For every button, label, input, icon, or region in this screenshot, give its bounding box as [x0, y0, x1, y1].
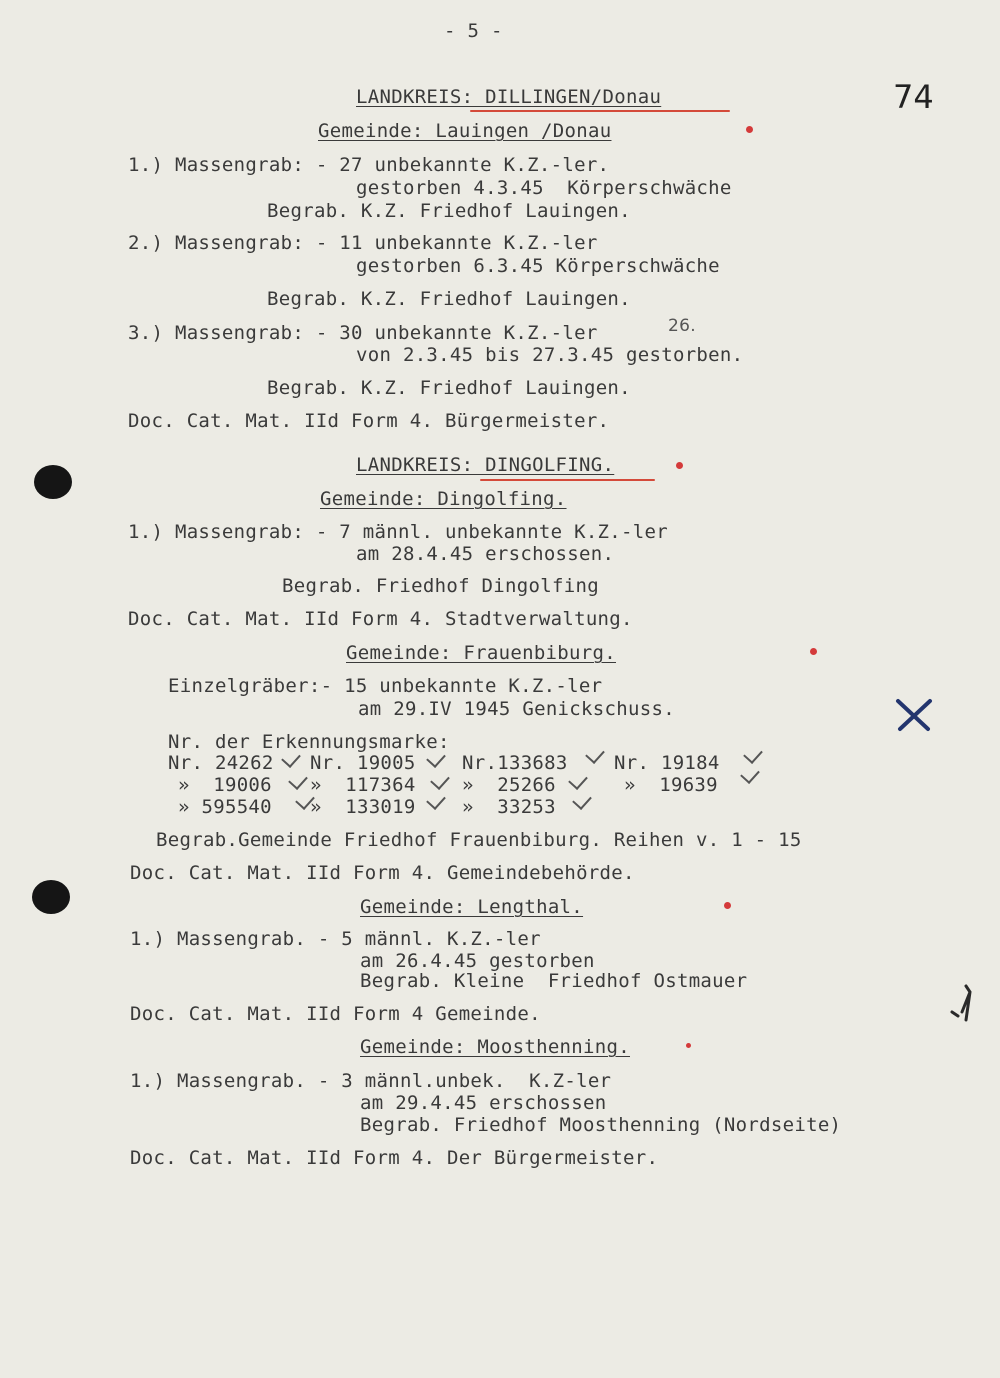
marke-r1-c1: Nr. 24262: [168, 752, 274, 774]
red-pencil-mark: [724, 902, 731, 909]
checkmark-icon: [426, 790, 446, 810]
marke-r1-c2: Nr. 19005: [310, 752, 416, 774]
lengthal-entry1-line1: 1.) Massengrab. - 5 männl. K.Z.-ler: [130, 928, 541, 950]
moosthenning-entry1-line2: am 29.4.45 erschossen: [360, 1092, 607, 1114]
lauingen-entry1-line3: Begrab. K.Z. Friedhof Lauingen.: [267, 200, 631, 222]
red-pencil-mark: [746, 126, 753, 133]
lauingen-entry3-line1: 3.) Massengrab: - 30 unbekannte K.Z.-ler: [128, 322, 598, 344]
lengthal-entry1-line3: Begrab. Kleine Friedhof Ostmauer: [360, 970, 748, 992]
dingolfing-entry1-line3: Begrab. Friedhof Dingolfing: [282, 575, 599, 597]
erkennungsmarke-label: Nr. der Erkennungsmarke:: [168, 731, 450, 753]
checkmark-icon: [288, 770, 308, 790]
marke-r3-c2: » 133019: [310, 796, 416, 818]
landkreis-dingolfing-heading: LANDKREIS: DINGOLFING.: [356, 454, 615, 476]
gemeinde-lengthal-heading: Gemeinde: Lengthal.: [360, 896, 584, 918]
page-marker: - 5 -: [444, 20, 503, 42]
moosthenning-entry1-line1: 1.) Massengrab. - 3 männl.unbek. K.Z-ler: [130, 1070, 612, 1092]
gemeinde-dingolfing-heading: Gemeinde: Dingolfing.: [320, 488, 567, 510]
checkmark-icon: [430, 770, 450, 790]
red-pencil-underline: [480, 479, 655, 481]
dingolfing-entry1-line1: 1.) Massengrab: - 7 männl. unbekannte K.Z.-ler: [128, 521, 668, 543]
checkmark-icon: [568, 770, 588, 790]
red-pencil-mark: [686, 1043, 691, 1048]
gemeinde-lauingen-heading: Gemeinde: Lauingen /Donau: [318, 120, 612, 142]
punch-hole-top: [34, 465, 72, 499]
marke-r2-c3: » 25266: [462, 774, 556, 796]
lengthal-doc-reference: Doc. Cat. Mat. IId Form 4 Gemeinde.: [130, 1003, 541, 1025]
moosthenning-doc-reference: Doc. Cat. Mat. IId Form 4. Der Bürgermeister.: [130, 1147, 659, 1169]
checkmark-icon: [743, 744, 763, 764]
lauingen-entry1-line2: gestorben 4.3.45 Körperschwäche: [356, 177, 732, 199]
red-pencil-mark: [810, 648, 817, 655]
dingolfing-doc-reference: Doc. Cat. Mat. IId Form 4. Stadtverwaltung.: [128, 608, 633, 630]
frauenbiburg-doc-reference: Doc. Cat. Mat. IId Form 4. Gemeindebehörde.: [130, 862, 635, 884]
marke-r3-c1: » 595540: [178, 796, 272, 818]
marke-r3-c3: » 33253: [462, 796, 556, 818]
lengthal-entry1-line2: am 26.4.45 gestorben: [360, 950, 595, 972]
page-number-handwritten: 74: [893, 78, 934, 116]
moosthenning-entry1-line3: Begrab. Friedhof Moosthenning (Nordseite): [360, 1114, 842, 1136]
blue-x-mark: [894, 697, 934, 733]
lauingen-entry2-line1: 2.) Massengrab: - 11 unbekannte K.Z.-ler: [128, 232, 598, 254]
marke-r2-c4: » 19639: [624, 774, 718, 796]
lauingen-entry3-line3: Begrab. K.Z. Friedhof Lauingen.: [267, 377, 631, 399]
red-pencil-underline: [470, 110, 730, 112]
red-pencil-mark: [676, 462, 683, 469]
marke-r1-c3: Nr.133683: [462, 752, 568, 774]
lauingen-entry2-line3: Begrab. K.Z. Friedhof Lauingen.: [267, 288, 631, 310]
checkmark-icon: [585, 744, 605, 764]
lauingen-doc-reference: Doc. Cat. Mat. IId Form 4. Bürgermeister.: [128, 410, 610, 432]
dingolfing-entry1-line2: am 28.4.45 erschossen.: [356, 543, 615, 565]
punch-hole-bottom: [32, 880, 70, 914]
landkreis-dillingen-heading: LANDKREIS: DILLINGEN/Donau: [356, 86, 662, 108]
marke-r1-c4: Nr. 19184: [614, 752, 720, 774]
handwritten-note-26: 26.: [668, 316, 696, 336]
lauingen-entry1-line1: 1.) Massengrab: - 27 unbekannte K.Z.-ler.: [128, 154, 610, 176]
lauingen-entry2-line2: gestorben 6.3.45 Körperschwäche: [356, 255, 720, 277]
marke-r2-c2: » 117364: [310, 774, 416, 796]
marke-r2-c1: » 19006: [178, 774, 272, 796]
frauenbiburg-begrab: Begrab.Gemeinde Friedhof Frauenbiburg. Reihen v. 1 - 15: [156, 829, 802, 851]
gemeinde-moosthenning-heading: Gemeinde: Moosthenning.: [360, 1036, 630, 1058]
staple-mark: [948, 982, 980, 1028]
lauingen-entry3-line2: von 2.3.45 bis 27.3.45 gestorben.: [356, 344, 744, 366]
checkmark-icon: [740, 764, 760, 784]
frauenbiburg-entry1-line2: am 29.IV 1945 Genickschuss.: [358, 698, 675, 720]
checkmark-icon: [572, 790, 592, 810]
gemeinde-frauenbiburg-heading: Gemeinde: Frauenbiburg.: [346, 642, 616, 664]
frauenbiburg-entry1-line1: Einzelgräber:- 15 unbekannte K.Z.-ler: [168, 675, 603, 697]
